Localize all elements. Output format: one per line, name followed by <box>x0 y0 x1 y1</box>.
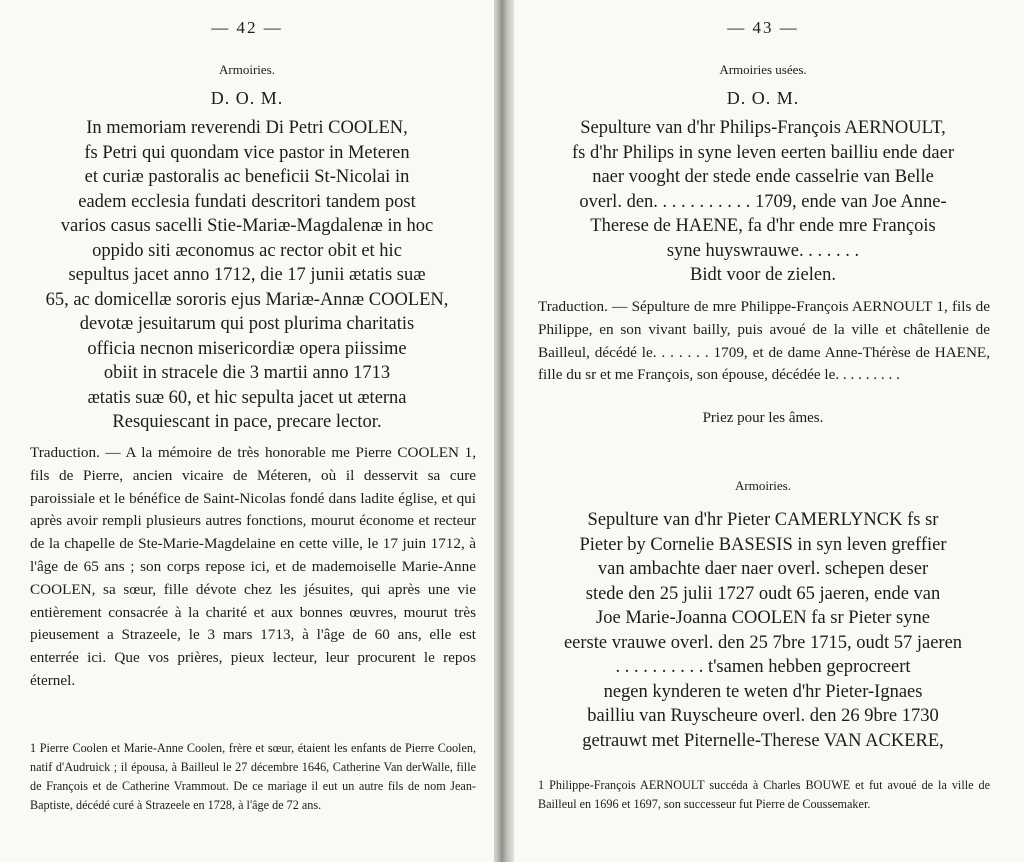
inscription-line: fs Petri qui quondam vice pastor in Meteren <box>84 142 410 163</box>
inscription-line: stede den 25 julii 1727 oudt 65 jaeren, ende van <box>585 583 941 604</box>
inscription-line: Sepulture van d'hr Philips-François AERNOULT, <box>580 118 946 138</box>
left-page <box>0 0 494 862</box>
right-page <box>514 0 1024 862</box>
flemish-inscription <box>508 116 1018 288</box>
inscription-line: eadem ecclesia fundati descritori tandem post <box>78 191 416 212</box>
inscription-line: devotæ jesuitarum qui post plurima charitatis <box>79 314 415 334</box>
inscription-line: Joe Marie-Joanna COOLEN fa sr Pieter syne <box>596 608 930 628</box>
section-heading-2: Armoiries. <box>735 478 791 493</box>
inscription-line: naer vooght der stede ende casselrie van Belle <box>592 167 934 187</box>
inscription-line: varios casus sacelli Stie-Mariæ-Magdalenæ in hoc <box>60 216 434 236</box>
latin-inscription <box>0 116 494 435</box>
inscription-line: syne huyswrauwe. . . . . . . <box>666 240 860 261</box>
inscription-line: getrauwt met Piternelle-Therese VAN ACKERE, <box>582 730 944 751</box>
inscription-line: officia necnon misericordiæ opera piissime <box>87 338 407 359</box>
flemish-inscription-2 <box>508 508 1018 753</box>
footnote: 1 Pierre Coolen et Marie-Anne Coolen, frère et sœur, étaient les enfants de Pierre Coolen, natif d'Audruick ; il épousa, à Bailleul le 27 décembre 1646, Catherine Van derWalle, fille de François et de Catherine Vrammout. De ce mariage il eut un autre fils de nom Jean-Baptiste, décédé curé à Strazeele en 1728, à l'âge de 72 ans. <box>30 741 476 812</box>
inscription-line: fs d'hr Philips in syne leven eerten bailliu ende daer <box>572 142 954 163</box>
translation-paragraph: Traduction. — A la mémoire de très honorable me Pierre COOLEN 1, fils de Pierre, ancien vicaire de Méteren, où il desservit sa cure paroissiale et le bénéfice de Saint-Nicolas fondé dans ladite église, et qui après avoir rempli plusieurs autres fonctions, mourut économe et recteur de la chapelle de Ste-Marie-Magdelaine en cette ville, le 17 juin 1712, à l'âge de 65 ans ; son corps repose ici, et de mademoiselle Marie-Anne COOLEN, sa sœur, fille dévote chez les jésuites, qui après une vie entièrement consacrée à la charité et aux bonnes œuvres, mourut très pieusement a Strazeele, le 3 mars 1713, à l'âge de 60 ans, elle est enterrée ici. Que vos prières, pieux lecteur, leur procurent le repos éternel. <box>30 444 476 689</box>
dom-heading: D. O. M. <box>210 88 284 108</box>
inscription-line: Sepulture van d'hr Pieter CAMERLYNCK fs sr <box>587 510 939 530</box>
prayer-line: Priez pour les âmes. <box>702 410 824 426</box>
dom-heading: D. O. M. <box>726 88 800 108</box>
inscription-line: et curiæ pastoralis ac beneficii St-Nicolai in <box>84 167 410 187</box>
inscription-line: Bidt voor de zielen. <box>690 265 836 285</box>
inscription-line: van ambachte daer naer overl. schepen deser <box>597 559 929 579</box>
section-heading: Armoiries. <box>219 62 275 77</box>
section-heading: Armoiries usées. <box>719 62 807 77</box>
inscription-line: ætatis suæ 60, et hic sepulta jacet ut æterna <box>87 387 407 408</box>
inscription-line: eerste vrauwe overl. den 25 7bre 1715, oudt 57 jaeren <box>563 632 963 653</box>
inscription-line: negen kynderen te weten d'hr Pieter-Ignaes <box>603 681 923 702</box>
inscription-line: 65, ac domicellæ sororis ejus Mariæ-Annæ COOLEN, <box>45 289 449 310</box>
inscription-line: . . . . . . . . . . t'samen hebben geprocreert <box>615 657 911 677</box>
inscription-line: In memoriam reverendi Di Petri COOLEN, <box>86 118 408 138</box>
inscription-line: Resquiescant in pace, precare lector. <box>112 412 382 432</box>
page-number: — 43 — <box>727 18 799 37</box>
inscription-line: obiit in stracele die 3 martii anno 1713 <box>103 363 391 383</box>
inscription-line: sepultus jacet anno 1712, die 17 junii ætatis suæ <box>68 265 426 285</box>
inscription-line: Therese de HAENE, fa d'hr ende mre François <box>590 216 936 236</box>
inscription-line: Pieter by Cornelie BASESIS in syn leven greffier <box>579 534 947 555</box>
inscription-line: oppido siti æconomus ac rector obit et hic <box>92 240 402 261</box>
page-number: — 42 — <box>211 18 283 37</box>
inscription-line: bailliu van Ruyscheure overl. den 26 9bre 1730 <box>587 706 939 726</box>
translation-paragraph: Traduction. — Sépulture de mre Philippe-François AERNOULT 1, fils de Philippe, en son vivant bailly, puis avoué de la ville et châtellenie de Bailleul, décédé le. . . . . . . 1709, et de dame Anne-Thérèse de HAENE, fille du sr et me François, son épouse, décédée le. . . . . . . . . <box>538 298 990 384</box>
inscription-line: overl. den. . . . . . . . . . . 1709, ende van Joe Anne- <box>579 191 947 212</box>
footnote: 1 Philippe-François AERNOULT succéda à Charles BOUWE et fut avoué de la ville de Bailleul en 1696 et 1697, son successeur fut Pierre de Coussemaker. <box>538 778 990 811</box>
